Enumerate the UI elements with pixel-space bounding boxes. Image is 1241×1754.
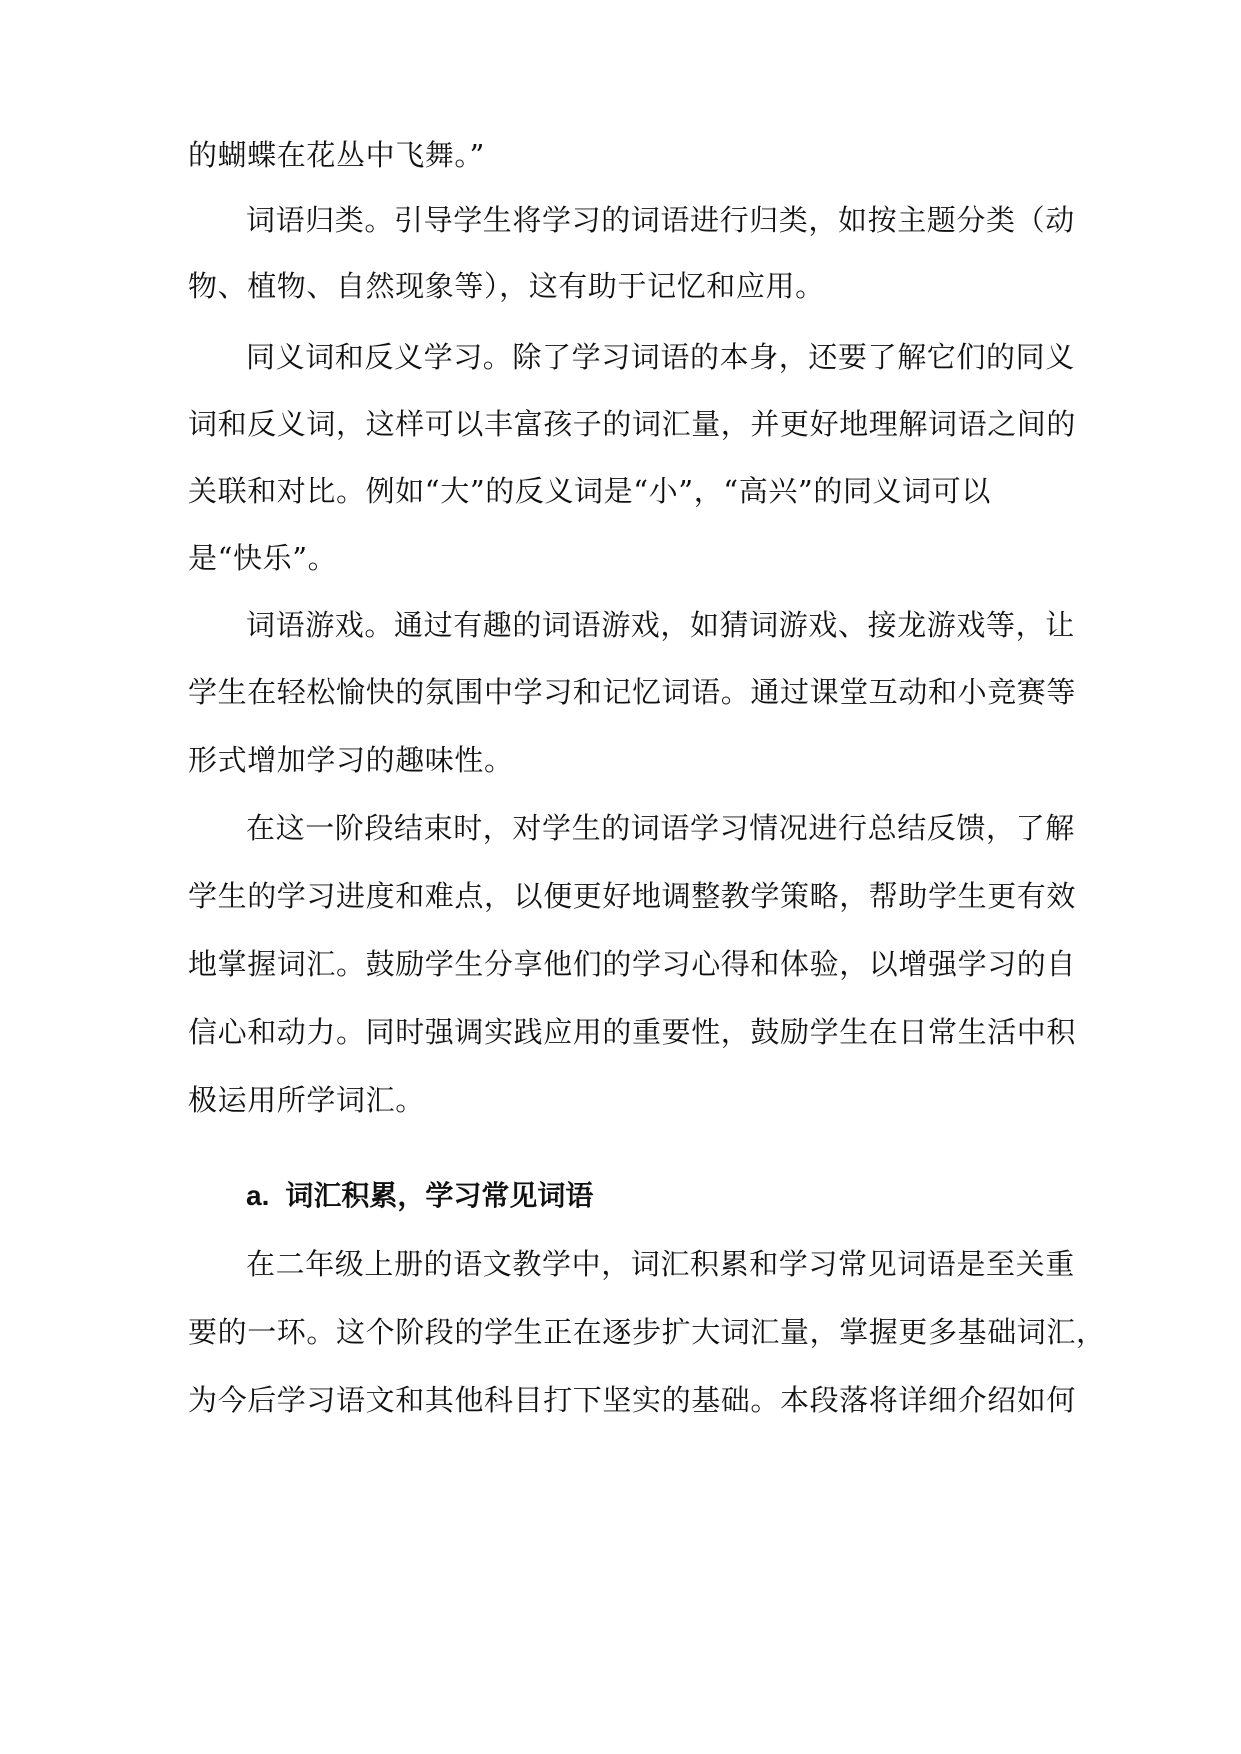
paragraph-line: 词和反义词，这样可以丰富孩子的词汇量，并更好地理解词语之间的	[188, 407, 1077, 441]
paragraph-line: 信心和动力。同时强调实践应用的重要性，鼓励学生在日常生活中积	[188, 1015, 1077, 1049]
paragraph-line: 在这一阶段结束时，对学生的词语学习情况进行总结反馈，了解	[246, 811, 1075, 845]
paragraph-line: 为今后学习语文和其他科目打下坚实的基础。本段落将详细介绍如何	[188, 1383, 1077, 1417]
paragraph-line: 的蝴蝶在花丛中飞舞。”	[188, 138, 485, 172]
paragraph-line: 要的一环。这个阶段的学生正在逐步扩大词汇量，掌握更多基础词汇，	[188, 1315, 1106, 1349]
paragraph-line: 学生在轻松愉快的氛围中学习和记忆词语。通过课堂互动和小竞赛等	[188, 675, 1077, 709]
paragraph-line: 学生的学习进度和难点，以便更好地调整教学策略，帮助学生更有效	[188, 879, 1077, 913]
heading-marker: a.	[246, 1180, 270, 1211]
paragraph-line: 词语游戏。通过有趣的词语游戏，如猜词游戏、接龙游戏等，让	[246, 608, 1075, 642]
paragraph-line: 词语归类。引导学生将学习的词语进行归类，如按主题分类（动	[246, 203, 1075, 237]
paragraph-line: 极运用所学词汇。	[188, 1083, 425, 1117]
section-heading	[246, 1176, 593, 1216]
paragraph-line: 在二年级上册的语文教学中，词汇积累和学习常见词语是至关重	[246, 1247, 1075, 1281]
paragraph-line: 关联和对比。例如“大”的反义词是“小”，“高兴”的同义词可以	[188, 474, 991, 508]
paragraph-line: 同义词和反义学习。除了学习词语的本身，还要了解它们的同义	[246, 340, 1075, 374]
paragraph-line: 地掌握词汇。鼓励学生分享他们的学习心得和体验，以增强学习的自	[188, 947, 1077, 981]
paragraph-line: 形式增加学习的趣味性。	[188, 743, 514, 777]
paragraph-line: 是“快乐”。	[188, 541, 338, 575]
heading-title: 词汇积累，学习常见词语	[285, 1179, 594, 1212]
paragraph-line: 物、植物、自然现象等），这有助于记忆和应用。	[188, 269, 825, 303]
